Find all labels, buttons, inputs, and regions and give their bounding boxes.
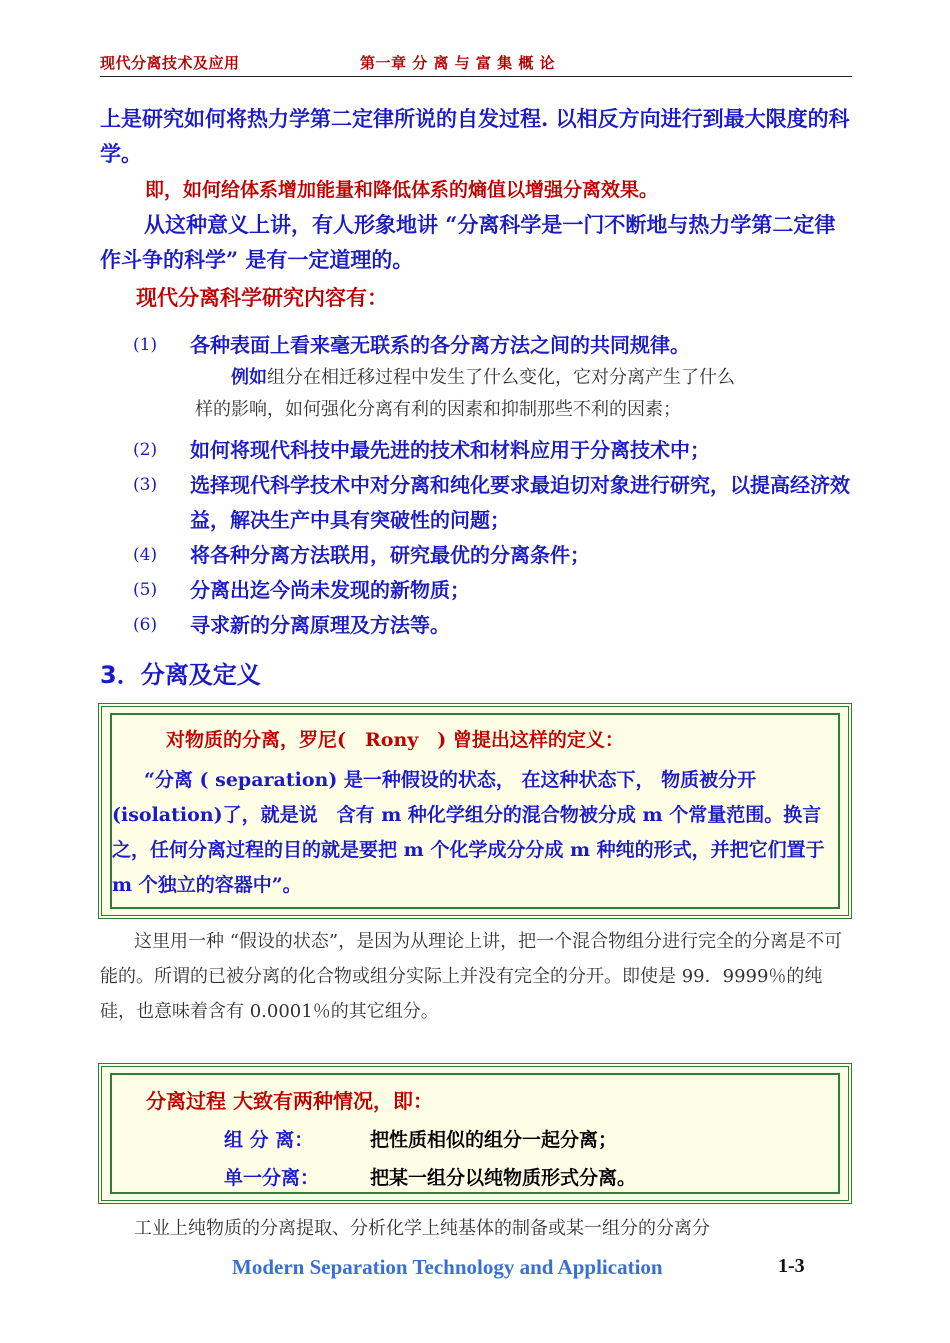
list-item — [133, 538, 853, 573]
separation-types-box — [98, 1063, 852, 1204]
definition-text — [112, 763, 840, 903]
separation-type-desc: 把某一组分以纯物质形式分离。 — [370, 1167, 637, 1189]
example-lead: 例如 — [231, 367, 267, 388]
paragraph-namely: 即，如何给体系增加能量和降低体系的熵值以增强分离效果。 — [145, 179, 659, 201]
explanation-text: 这里用一种 “假设的状态”，是因为从理论上讲，把一个混合物组分进行完全的分离是不可能的。所谓的已被分离的化合物或组分实际上并没有完全的分开。即使是 99．9999％的纯硅，也意味着含有 0.0001％的其它组分。 — [100, 931, 843, 1022]
separation-type-term: 单一分离： — [224, 1167, 320, 1189]
footer-title: Modern Separation Technology and Application — [232, 1255, 663, 1279]
list-item-number: (6) — [133, 615, 158, 635]
list-item-text: 分离出迄今尚未发现的新物质； — [190, 578, 470, 602]
list-item — [133, 328, 853, 363]
paragraph-significance: 从这种意义上讲，有人形象地讲 “分离科学是一门不断地与热力学第二定律作斗争的科学” 是有一定道理的。 — [100, 212, 836, 272]
list-item — [133, 468, 853, 538]
separation-type-desc: 把性质相似的组分一起分离； — [370, 1129, 618, 1151]
list-item-number: (2) — [133, 440, 158, 460]
header-chapter-title: 第一章 分 离 与 富 集 概 论 — [360, 54, 556, 72]
paragraph-explanation — [100, 924, 852, 1029]
list-item — [133, 433, 853, 468]
list-item-text: 选择现代科学技术中对分离和纯化要求最迫切对象进行研究，以提高经济效益，解决生产中具有突破性的问题； — [190, 473, 850, 532]
header-left-title: 现代分离技术及应用 — [100, 54, 240, 72]
page-number: 1-3 — [778, 1255, 805, 1277]
example-line-1: 组分在相迁移过程中发生了什么变化，它对分离产生了什么 — [267, 367, 735, 388]
list-item-number: (5) — [133, 580, 158, 600]
industry-text: 工业上纯物质的分离提取、分析化学上纯基体的制备或某一组分的分离分 — [134, 1218, 710, 1239]
separation-type-row — [224, 1163, 636, 1190]
definition-box-title: 对物质的分离，罗尼( Rony ) 曾提出这样的定义： — [166, 729, 624, 751]
definition-paragraph: “分离 ( separation) 是一种假设的状态， 在这种状态下， 物质被分开 (isolation)了，就是说 含有 m 种化学组分的混合物被分成 m 个常量范围。换言之，任何分离过程的目的就是要把 m 个化学成分分成 m 种纯的形式，并把它们置于 m 个独立的容器中”。 — [112, 769, 825, 896]
list-item-number: (3) — [133, 475, 158, 495]
list-item-number: (4) — [133, 545, 158, 565]
separation-type-term: 组 分 离： — [224, 1129, 314, 1151]
list-item — [133, 573, 853, 608]
list-item-text: 将各种分离方法联用，研究最优的分离条件； — [190, 543, 590, 567]
example-line-2: 样的影响，如何强化分离有利的因素和抑制那些不利的因素； — [195, 399, 681, 420]
paragraph-intro: 上是研究如何将热力学第二定律所说的自发过程. 以相反方向进行到最大限度的科学。 — [100, 106, 850, 166]
list-item-number: (1) — [133, 335, 158, 355]
list-item-text: 如何将现代科技中最先进的技术和材料应用于分离技术中； — [190, 438, 710, 462]
list-item-text: 寻求新的分离原理及方法等。 — [190, 613, 450, 637]
list-item — [133, 608, 853, 643]
paragraph-industry — [100, 1211, 852, 1246]
separation-types-title: 分离过程 大致有两种情况，即： — [146, 1089, 433, 1113]
example-block — [195, 362, 850, 426]
list-item-text: 各种表面上看来毫无联系的各分离方法之间的共同规律。 — [190, 333, 690, 357]
research-content-heading: 现代分离科学研究内容有： — [136, 285, 388, 310]
header-divider — [100, 76, 852, 77]
section-heading: 3．分离及定义 — [100, 661, 261, 689]
definition-box — [98, 703, 852, 919]
separation-type-row — [224, 1125, 617, 1152]
